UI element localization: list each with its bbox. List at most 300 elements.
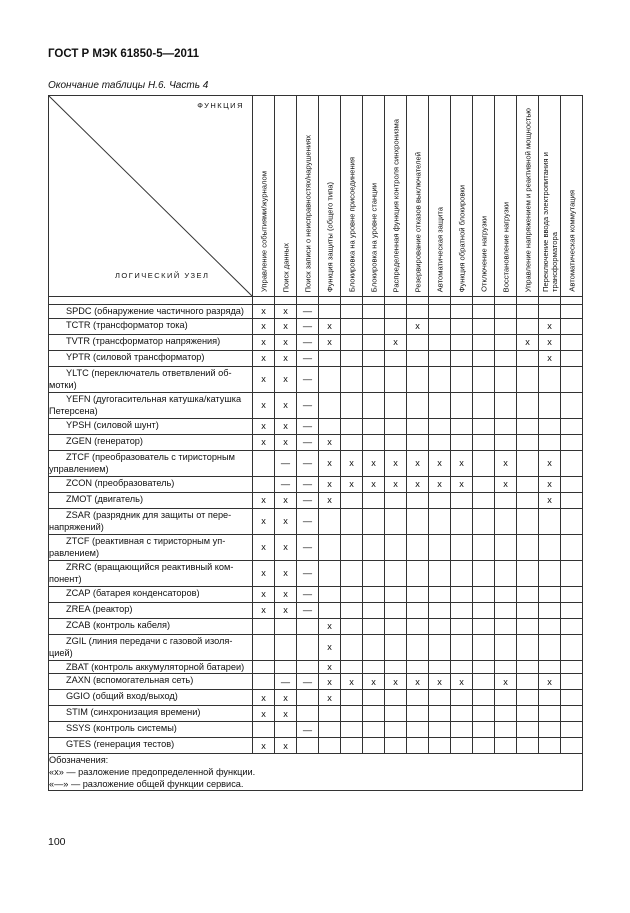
mark-cell: x <box>363 476 385 492</box>
mark-cell <box>561 434 583 450</box>
mark-cell <box>517 508 539 534</box>
mark-cell <box>451 492 473 508</box>
mark-cell: x <box>319 450 341 476</box>
mark-cell: x <box>275 434 297 450</box>
logical-node-cell <box>49 350 253 366</box>
mark-cell <box>561 722 583 738</box>
mark-cell <box>561 476 583 492</box>
mark-cell <box>363 392 385 418</box>
mark-cell <box>429 534 451 560</box>
mark-cell <box>385 392 407 418</box>
mark-cell: — <box>297 434 319 450</box>
mark-cell <box>407 706 429 722</box>
logical-node-cell <box>49 508 253 534</box>
mark-cell <box>517 674 539 690</box>
mark-cell <box>473 690 495 706</box>
column-header-7 <box>385 96 407 297</box>
mark-cell <box>539 305 561 319</box>
mark-cell <box>363 690 385 706</box>
mark-cell <box>473 418 495 434</box>
logical-node-label: ЛОГИЧЕСКИЙ УЗЕЛ <box>115 271 210 280</box>
document-header: ГОСТ Р МЭК 61850-5—2011 <box>48 48 200 60</box>
logical-node-cell <box>49 434 253 450</box>
mark-cell: x <box>253 366 275 392</box>
mark-cell: — <box>297 305 319 319</box>
mark-cell: x <box>275 586 297 602</box>
logical-node-name: GGIO (общий вход/выход) <box>66 691 178 701</box>
mark-cell <box>275 634 297 660</box>
table-row <box>49 660 583 674</box>
mark-cell: x <box>539 318 561 334</box>
table-header-row <box>49 96 583 297</box>
mark-cell: x <box>275 690 297 706</box>
mark-cell <box>319 350 341 366</box>
mark-cell <box>407 434 429 450</box>
mark-cell <box>407 366 429 392</box>
mark-cell <box>319 602 341 618</box>
logical-node-name: YPSH (силовой шунт) <box>66 419 159 430</box>
mark-cell <box>407 418 429 434</box>
mark-cell <box>253 660 275 674</box>
mark-cell <box>495 706 517 722</box>
mark-cell <box>517 350 539 366</box>
mark-cell <box>539 586 561 602</box>
table-row <box>49 706 583 722</box>
logical-node-cell <box>49 634 253 660</box>
mark-cell <box>561 738 583 754</box>
diagonal-divider <box>49 96 252 296</box>
mark-cell <box>495 392 517 418</box>
column-header-label: Отключение нагрузки <box>479 216 488 292</box>
mark-cell <box>451 618 473 634</box>
mark-cell <box>495 738 517 754</box>
table-row <box>49 508 583 534</box>
mark-cell: — <box>275 476 297 492</box>
mark-cell <box>407 738 429 754</box>
spacer-cell <box>319 297 341 305</box>
mark-cell <box>451 434 473 450</box>
mark-cell <box>363 560 385 586</box>
mark-cell: x <box>253 392 275 418</box>
mark-cell <box>297 706 319 722</box>
logical-node-cell <box>49 706 253 722</box>
mark-cell: x <box>429 476 451 492</box>
logical-node-cell <box>49 602 253 618</box>
spacer-cell <box>429 297 451 305</box>
mark-cell <box>297 690 319 706</box>
mark-cell <box>429 618 451 634</box>
mark-cell: x <box>275 602 297 618</box>
mark-cell <box>473 305 495 319</box>
mark-cell <box>363 634 385 660</box>
mark-cell <box>363 334 385 350</box>
mark-cell <box>517 305 539 319</box>
mark-cell: x <box>407 476 429 492</box>
mark-cell <box>297 738 319 754</box>
column-header-8 <box>407 96 429 297</box>
mark-cell <box>561 392 583 418</box>
mark-cell <box>385 634 407 660</box>
mark-cell: x <box>319 434 341 450</box>
table-row <box>49 722 583 738</box>
logical-node-name: ZCON (преобразователь) <box>66 477 175 488</box>
mark-cell <box>429 492 451 508</box>
mark-cell <box>473 618 495 634</box>
mark-cell: x <box>275 418 297 434</box>
column-header-4 <box>319 96 341 297</box>
mark-cell <box>429 690 451 706</box>
mark-cell: — <box>297 492 319 508</box>
mark-cell <box>319 305 341 319</box>
mark-cell <box>495 492 517 508</box>
mark-cell <box>495 366 517 392</box>
logical-node-name: YLTC (переключатель ответвлений обмотки) <box>49 367 232 390</box>
mark-cell <box>363 602 385 618</box>
mark-cell: x <box>253 534 275 560</box>
mark-cell: — <box>297 392 319 418</box>
mark-cell <box>517 450 539 476</box>
column-header-2 <box>275 96 297 297</box>
mark-cell <box>517 476 539 492</box>
column-header-13 <box>517 96 539 297</box>
spacer-cell <box>495 297 517 305</box>
spacer-cell <box>49 297 253 305</box>
mark-cell <box>341 660 363 674</box>
spacer-cell <box>473 297 495 305</box>
mark-cell <box>429 508 451 534</box>
mark-cell: — <box>297 366 319 392</box>
mark-cell <box>495 722 517 738</box>
mark-cell <box>539 366 561 392</box>
mark-cell <box>385 618 407 634</box>
mark-cell <box>407 690 429 706</box>
mark-cell <box>319 534 341 560</box>
mark-cell: x <box>253 350 275 366</box>
mark-cell: x <box>517 334 539 350</box>
mark-cell <box>385 508 407 534</box>
logical-node-cell <box>49 618 253 634</box>
mark-cell: x <box>275 534 297 560</box>
mark-cell <box>561 586 583 602</box>
mark-cell <box>473 586 495 602</box>
mark-cell <box>495 508 517 534</box>
mark-cell <box>451 508 473 534</box>
mark-cell <box>385 660 407 674</box>
spacer-cell <box>407 297 429 305</box>
mark-cell <box>473 660 495 674</box>
mark-cell: x <box>539 350 561 366</box>
mark-cell: x <box>275 305 297 319</box>
mark-cell <box>495 305 517 319</box>
mark-cell <box>407 508 429 534</box>
mark-cell <box>407 634 429 660</box>
mark-cell <box>539 602 561 618</box>
mark-cell: — <box>297 722 319 738</box>
column-header-14 <box>539 96 561 297</box>
spacer-cell <box>517 297 539 305</box>
mark-cell <box>385 534 407 560</box>
mark-cell <box>363 366 385 392</box>
spacer-cell <box>539 297 561 305</box>
mark-cell <box>451 706 473 722</box>
mark-cell: — <box>297 674 319 690</box>
mark-cell <box>319 560 341 586</box>
mark-cell <box>539 418 561 434</box>
logical-node-name: ZGIL (линия передачи с газовой изоляцией) <box>49 635 233 658</box>
mark-cell <box>341 586 363 602</box>
mark-cell <box>561 706 583 722</box>
mark-cell <box>495 318 517 334</box>
mark-cell <box>517 722 539 738</box>
column-header-label: Поиск записи о неисправностях/нарушениях <box>303 134 312 292</box>
mark-cell <box>341 305 363 319</box>
logical-node-cell <box>49 660 253 674</box>
mark-cell <box>363 434 385 450</box>
mark-cell <box>517 366 539 392</box>
mark-cell <box>539 722 561 738</box>
column-header-label: Резервирование отказов выключателей <box>413 151 422 292</box>
column-header-label: Восстановление нагрузки <box>501 201 510 292</box>
mark-cell: — <box>297 350 319 366</box>
mark-cell <box>297 660 319 674</box>
mark-cell: x <box>363 674 385 690</box>
table-row <box>49 392 583 418</box>
mark-cell <box>253 722 275 738</box>
mark-cell: — <box>297 318 319 334</box>
column-header-15 <box>561 96 583 297</box>
mark-cell <box>517 492 539 508</box>
logical-node-name: ZBAT (контроль аккумуляторной батареи) <box>66 661 245 672</box>
mark-cell <box>319 722 341 738</box>
mark-cell <box>539 738 561 754</box>
mark-cell <box>451 722 473 738</box>
logical-node-cell <box>49 476 253 492</box>
mark-cell <box>473 392 495 418</box>
mark-cell: x <box>407 450 429 476</box>
mark-cell <box>517 534 539 560</box>
mark-cell <box>429 334 451 350</box>
mark-cell <box>429 722 451 738</box>
mark-cell <box>473 476 495 492</box>
logical-node-cell <box>49 722 253 738</box>
logical-node-name: TCTR (трансформатор тока) <box>66 319 188 330</box>
mark-cell: x <box>429 450 451 476</box>
mark-cell <box>429 738 451 754</box>
spacer-cell <box>363 297 385 305</box>
mark-cell <box>319 418 341 434</box>
mark-cell <box>517 634 539 660</box>
mark-cell <box>473 534 495 560</box>
mark-cell <box>495 602 517 618</box>
mark-cell <box>561 660 583 674</box>
mark-cell <box>495 350 517 366</box>
mark-cell <box>363 706 385 722</box>
mark-cell <box>451 305 473 319</box>
mark-cell: x <box>385 334 407 350</box>
column-header-label: Автоматическая коммутация <box>567 190 576 292</box>
logical-node-name: YEFN (дугогасительная катушка/катушка Петерсена) <box>49 393 242 416</box>
logical-node-name: STIM (синхронизация времени) <box>66 707 201 717</box>
mark-cell: x <box>253 602 275 618</box>
table-row <box>49 366 583 392</box>
logical-node-cell <box>49 392 253 418</box>
table-row <box>49 434 583 450</box>
logical-node-cell <box>49 334 253 350</box>
mark-cell <box>363 534 385 560</box>
mark-cell <box>473 350 495 366</box>
mark-cell: x <box>275 560 297 586</box>
mark-cell: x <box>495 476 517 492</box>
mark-cell <box>319 586 341 602</box>
mark-cell <box>429 392 451 418</box>
mark-cell: x <box>253 305 275 319</box>
mark-cell <box>517 392 539 418</box>
mark-cell <box>495 560 517 586</box>
mark-cell <box>473 334 495 350</box>
spacer-cell <box>275 297 297 305</box>
mark-cell: x <box>275 706 297 722</box>
mark-cell: x <box>539 476 561 492</box>
mark-cell: x <box>275 392 297 418</box>
logical-node-cell <box>49 690 253 706</box>
mark-cell: — <box>297 334 319 350</box>
mark-cell: x <box>319 618 341 634</box>
table-spacer-row <box>49 297 583 305</box>
function-node-table <box>48 95 583 791</box>
mark-cell <box>561 602 583 618</box>
column-header-label: Управление напряжением и реактивной мощностью <box>523 107 532 292</box>
mark-cell: x <box>495 450 517 476</box>
mark-cell: x <box>495 674 517 690</box>
column-header-5 <box>341 96 363 297</box>
mark-cell <box>341 434 363 450</box>
column-header-label: Блокировка на уровне станции <box>369 182 378 292</box>
mark-cell: x <box>253 434 275 450</box>
mark-cell <box>517 738 539 754</box>
logical-node-name: GTES (генерация тестов) <box>66 739 175 749</box>
mark-cell <box>253 634 275 660</box>
mark-cell: x <box>319 674 341 690</box>
logical-node-cell <box>49 586 253 602</box>
mark-cell: x <box>407 674 429 690</box>
column-header-10 <box>451 96 473 297</box>
mark-cell <box>385 366 407 392</box>
logical-node-cell <box>49 738 253 754</box>
column-header-1 <box>253 96 275 297</box>
mark-cell <box>451 418 473 434</box>
mark-cell <box>385 492 407 508</box>
mark-cell <box>275 722 297 738</box>
logical-node-name: YPTR (силовой трансформатор) <box>66 351 205 362</box>
mark-cell <box>363 722 385 738</box>
mark-cell <box>275 618 297 634</box>
table-caption: Окончание таблицы Н.6. Часть 4 <box>48 80 209 91</box>
mark-cell <box>363 318 385 334</box>
mark-cell <box>539 392 561 418</box>
logical-node-name: TVTR (трансформатор напряжения) <box>66 335 221 346</box>
mark-cell <box>561 334 583 350</box>
logical-node-cell <box>49 318 253 334</box>
spacer-cell <box>341 297 363 305</box>
legend-line-x: «x» — разложение предопределенной функции. <box>49 767 256 777</box>
mark-cell <box>517 560 539 586</box>
mark-cell <box>429 634 451 660</box>
logical-node-name: SPDC (обнаружение частичного разряда) <box>66 306 244 316</box>
mark-cell <box>429 305 451 319</box>
mark-cell <box>341 706 363 722</box>
legend-title: Обозначения: <box>49 755 109 765</box>
mark-cell <box>363 738 385 754</box>
mark-cell <box>561 305 583 319</box>
logical-node-name: ZSAR (разрядник для защиты от перенапряжений) <box>49 509 232 532</box>
mark-cell: x <box>363 450 385 476</box>
mark-cell <box>341 508 363 534</box>
spacer-cell <box>297 297 319 305</box>
mark-cell <box>473 450 495 476</box>
mark-cell: x <box>275 508 297 534</box>
mark-cell <box>429 350 451 366</box>
mark-cell <box>473 492 495 508</box>
mark-cell: — <box>297 586 319 602</box>
mark-cell <box>561 508 583 534</box>
mark-cell: x <box>319 660 341 674</box>
table-row <box>49 476 583 492</box>
mark-cell <box>407 586 429 602</box>
mark-cell <box>385 305 407 319</box>
mark-cell <box>385 418 407 434</box>
logical-node-name: ZAXN (вспомогательная сеть) <box>66 675 194 685</box>
mark-cell <box>253 618 275 634</box>
mark-cell <box>561 418 583 434</box>
table-row <box>49 492 583 508</box>
mark-cell <box>429 660 451 674</box>
column-header-label: Блокировка на уровне присоединения <box>347 156 356 292</box>
mark-cell: x <box>253 560 275 586</box>
mark-cell: x <box>385 450 407 476</box>
mark-cell <box>319 706 341 722</box>
mark-cell <box>341 318 363 334</box>
mark-cell: — <box>275 674 297 690</box>
mark-cell <box>385 560 407 586</box>
mark-cell: x <box>451 674 473 690</box>
mark-cell: — <box>297 534 319 560</box>
mark-cell <box>473 738 495 754</box>
mark-cell <box>473 366 495 392</box>
legend-line-dash: «—» — разложение общей функции сервиса. <box>49 779 244 789</box>
mark-cell: x <box>385 476 407 492</box>
mark-cell: x <box>451 476 473 492</box>
mark-cell: x <box>319 492 341 508</box>
mark-cell: x <box>539 492 561 508</box>
mark-cell <box>561 534 583 560</box>
mark-cell <box>385 586 407 602</box>
mark-cell <box>473 318 495 334</box>
mark-cell <box>363 508 385 534</box>
mark-cell: x <box>319 476 341 492</box>
spacer-cell <box>451 297 473 305</box>
mark-cell: x <box>385 674 407 690</box>
mark-cell <box>407 492 429 508</box>
column-header-label: Функция защиты (общего типа) <box>325 181 334 292</box>
table-row <box>49 305 583 319</box>
mark-cell <box>341 690 363 706</box>
mark-cell <box>517 434 539 450</box>
mark-cell <box>407 392 429 418</box>
mark-cell: x <box>275 334 297 350</box>
mark-cell: x <box>253 508 275 534</box>
mark-cell: — <box>297 450 319 476</box>
mark-cell: x <box>451 450 473 476</box>
